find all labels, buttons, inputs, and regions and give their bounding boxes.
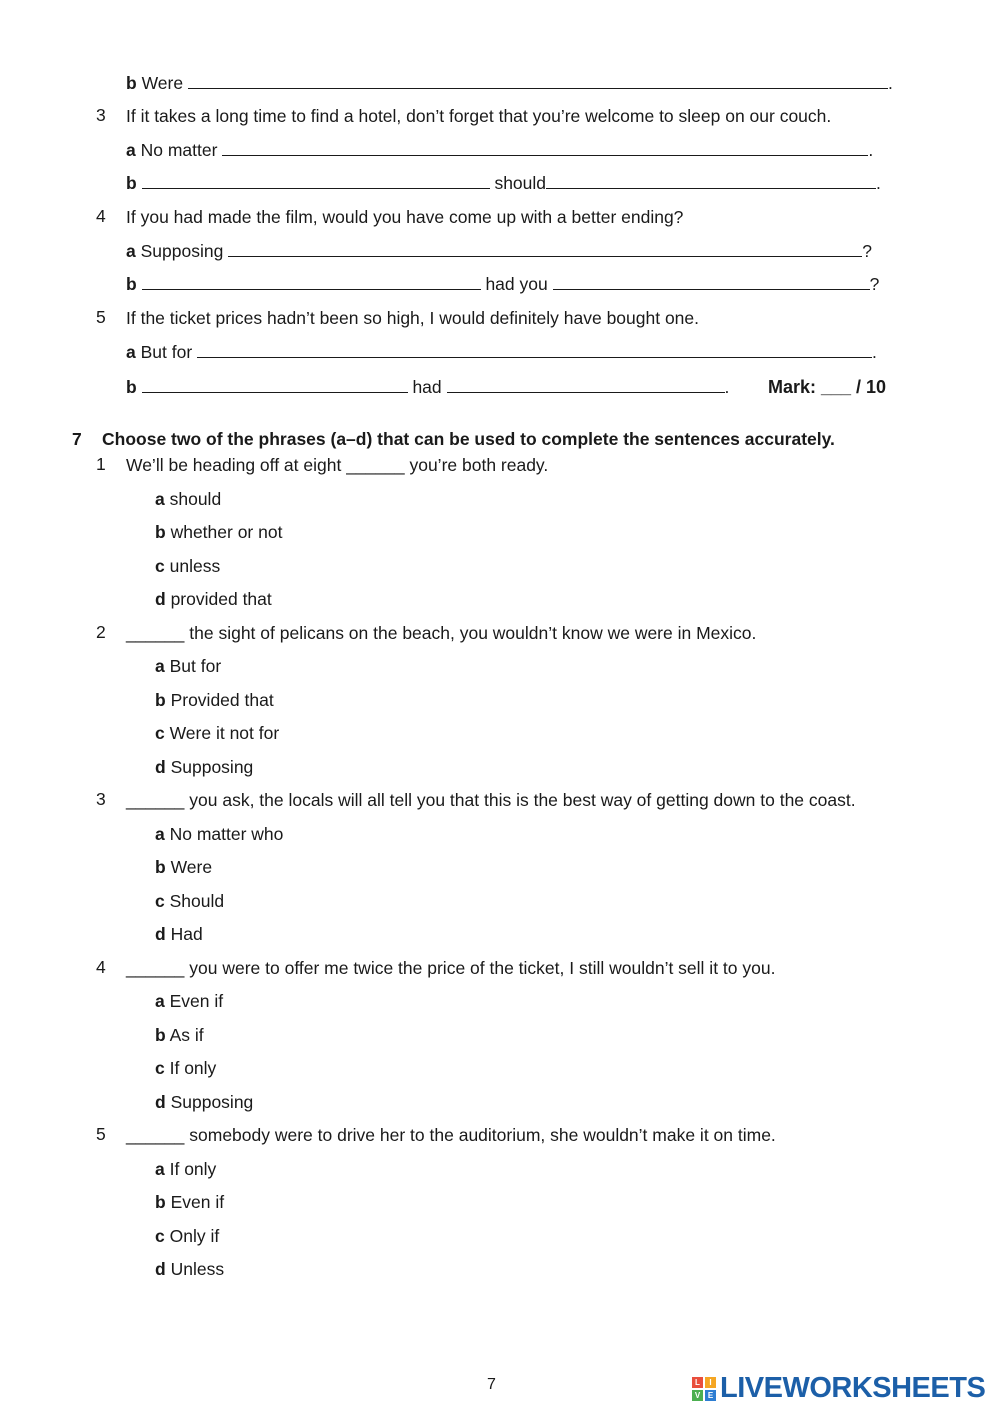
ex6-q4-answer-b: b had you ? xyxy=(126,274,880,294)
ex7-question-text: ______ somebody were to drive her to the auditorium, she wouldn’t make it on time. xyxy=(126,1125,776,1145)
ex7-question-text: ______ you were to offer me twice the price of the ticket, I still wouldn’t sell it to you. xyxy=(126,957,776,978)
option-a[interactable] xyxy=(155,823,283,845)
answer-blank[interactable] xyxy=(142,174,490,189)
exercise-7-instruction: 7 Choose two of the phrases (a–d) that can be used to complete the sentences accurately. xyxy=(72,429,835,449)
option-text: Supposing xyxy=(170,1091,254,1112)
answer-blank[interactable] xyxy=(447,378,725,393)
option-letter: c xyxy=(155,1225,165,1246)
option-b[interactable] xyxy=(155,856,212,878)
ex6-q5-answer-b: b had . xyxy=(126,377,730,397)
ex7-question-text: ______ the sight of pelicans on the beach, you wouldn’t know we were in Mexico. xyxy=(126,622,757,643)
ex6-q4-text: If you had made the film, would you have come up with a better ending? xyxy=(126,207,684,227)
option-letter: d xyxy=(155,756,166,777)
option-text: should xyxy=(169,488,222,509)
option-letter: d xyxy=(155,589,166,610)
option-text: Were xyxy=(170,857,213,878)
option-a[interactable] xyxy=(155,655,221,677)
option-letter: b xyxy=(155,1024,166,1045)
ex6-q3-answer-a: a No matter . xyxy=(126,140,874,160)
option-letter: c xyxy=(155,890,165,911)
question-number: 3 xyxy=(96,105,106,125)
logo-grid-icon: L I V E xyxy=(692,1377,716,1401)
option-text: Provided that xyxy=(170,689,274,710)
answer-blank[interactable] xyxy=(142,275,481,290)
option-letter: c xyxy=(155,723,165,744)
option-c[interactable] xyxy=(155,555,220,577)
option-letter: b xyxy=(155,857,166,878)
option-letter: d xyxy=(155,1259,166,1280)
question-number: 5 xyxy=(96,307,106,327)
option-letter: d xyxy=(155,924,166,945)
option-letter: a xyxy=(155,488,165,509)
option-text: But for xyxy=(169,656,222,677)
option-c[interactable] xyxy=(155,890,224,912)
option-text: No matter who xyxy=(169,823,284,844)
option-text: As if xyxy=(169,1024,204,1045)
option-a[interactable] xyxy=(155,990,223,1012)
ex6-q4-answer-a: a Supposing ? xyxy=(126,241,872,261)
option-text: provided that xyxy=(170,589,272,610)
option-d[interactable] xyxy=(155,1258,224,1280)
ex6-q5-answer-a: a But for . xyxy=(126,342,877,362)
ex7-question-text: We’ll be heading off at eight ______ you’re both ready. xyxy=(126,455,549,475)
question-number: 4 xyxy=(96,206,106,226)
option-letter: b xyxy=(155,689,166,710)
option-letter: a xyxy=(155,656,165,677)
option-a[interactable] xyxy=(155,1158,216,1180)
answer-blank[interactable] xyxy=(222,141,868,156)
answer-blank[interactable] xyxy=(553,275,870,290)
option-a[interactable] xyxy=(155,488,221,510)
option-text: Only if xyxy=(169,1225,220,1246)
ex6-q2-answer-b: b Were . xyxy=(126,73,893,93)
mark-score: Mark: ___ / 10 xyxy=(768,377,887,397)
option-c[interactable] xyxy=(155,1057,216,1079)
option-b[interactable] xyxy=(155,689,274,711)
option-letter: a xyxy=(155,991,165,1012)
answer-blank[interactable] xyxy=(188,74,888,89)
ex6-q3-text: If it takes a long time to find a hotel, don’t forget that you’re welcome to sleep on our couch. xyxy=(126,106,832,126)
option-text: Even if xyxy=(170,1192,225,1213)
question-number: 3 xyxy=(96,789,106,809)
option-b[interactable] xyxy=(155,1024,204,1046)
option-text: unless xyxy=(169,555,221,576)
option-letter: c xyxy=(155,1058,165,1079)
option-d[interactable] xyxy=(155,1091,253,1113)
question-number: 4 xyxy=(96,956,106,977)
option-text: If only xyxy=(169,1158,217,1179)
question-number: 2 xyxy=(96,621,106,642)
page-number: 7 xyxy=(487,1376,496,1393)
option-letter: a xyxy=(155,1158,165,1179)
option-d[interactable] xyxy=(155,756,253,778)
option-letter: a xyxy=(155,823,165,844)
option-text: whether or not xyxy=(170,522,283,543)
option-c[interactable] xyxy=(155,722,279,744)
option-letter: c xyxy=(155,555,165,576)
option-text: Were it not for xyxy=(169,723,280,744)
option-text: Supposing xyxy=(170,756,254,777)
answer-blank[interactable] xyxy=(228,242,862,257)
option-c[interactable] xyxy=(155,1225,219,1247)
question-number: 5 xyxy=(96,1124,106,1144)
question-number: 1 xyxy=(96,454,106,474)
option-letter: d xyxy=(155,1091,166,1112)
answer-blank[interactable] xyxy=(546,174,876,189)
liveworksheets-logo xyxy=(692,1372,985,1405)
option-text: Even if xyxy=(169,991,224,1012)
ex6-q5-text: If the ticket prices hadn’t been so high, I would definitely have bought one. xyxy=(126,308,700,328)
option-b[interactable] xyxy=(155,1191,224,1213)
option-text: Had xyxy=(170,924,203,945)
answer-blank[interactable] xyxy=(197,343,872,358)
option-d[interactable] xyxy=(155,588,272,610)
option-letter: b xyxy=(155,1192,166,1213)
option-letter: b xyxy=(155,522,166,543)
ex7-question-text: ______ you ask, the locals will all tell you that this is the best way of getting down to the coast. xyxy=(126,790,856,810)
option-b[interactable] xyxy=(155,521,282,543)
answer-blank[interactable] xyxy=(142,378,408,393)
option-text: Should xyxy=(169,890,225,911)
ex6-q3-answer-b: b should . xyxy=(126,173,881,193)
brand-name: LIVEWORKSHEETS xyxy=(720,1372,986,1404)
option-text: If only xyxy=(169,1058,217,1079)
option-text: Unless xyxy=(170,1259,225,1280)
option-d[interactable] xyxy=(155,923,203,945)
